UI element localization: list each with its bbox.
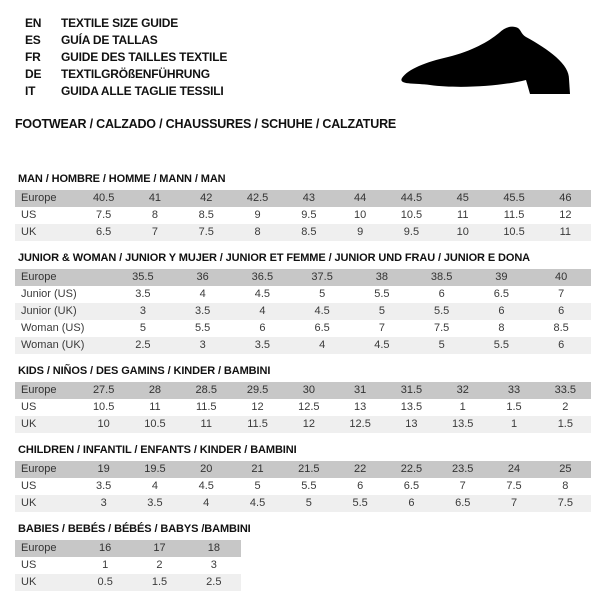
size-cell: 10 [97, 418, 110, 430]
size-cell: 29.5 [246, 384, 269, 396]
size-cell: 12 [251, 401, 264, 413]
size-cell: 21.5 [298, 463, 320, 475]
size-cell: 3.5 [194, 305, 211, 317]
row-label: Europe [21, 271, 57, 283]
size-row [15, 320, 591, 337]
size-row [15, 461, 591, 478]
size-cell: 33 [507, 384, 521, 396]
size-cell: 2 [562, 401, 569, 413]
size-cell: 9 [357, 226, 364, 238]
size-cell: 6.5 [96, 226, 112, 238]
section-title: BABIES / BEBÉS / BÉBÉS / BABYS /BAMBINI [18, 523, 251, 535]
size-cell: 6.5 [314, 322, 330, 334]
size-cell: 3.5 [96, 480, 112, 492]
row-label: US [21, 480, 37, 492]
row-label: UK [21, 497, 37, 509]
size-cell: 8 [254, 226, 261, 238]
size-cell: 16 [99, 542, 112, 554]
size-cell: 44.5 [400, 192, 423, 204]
size-cell: 38 [375, 271, 388, 283]
size-cell: 7.5 [506, 480, 522, 492]
row-label: Europe [21, 192, 57, 204]
size-cell: 22 [354, 463, 367, 475]
size-cell: 6 [498, 305, 505, 317]
size-cell: 5 [378, 305, 385, 317]
size-cell: 1 [510, 418, 518, 430]
size-cell: 5 [139, 322, 146, 334]
size-cell: 11 [149, 401, 161, 413]
size-section [15, 173, 590, 241]
size-cell: 12.5 [298, 401, 320, 413]
size-cell: 8 [562, 480, 569, 492]
size-cell: 40.5 [92, 192, 115, 204]
size-cell: 11.5 [503, 209, 525, 221]
size-row [15, 286, 591, 303]
size-cell: 40 [555, 271, 568, 283]
row-label: Junior (US) [21, 288, 77, 300]
language-row [25, 82, 227, 99]
section-title: JUNIOR & WOMAN / JUNIOR Y MUJER / JUNIOR ET FEMME / JUNIOR UND FRAU / JUNIOR E DONA [18, 252, 531, 264]
size-cell: 5.5 [374, 288, 390, 300]
size-cell: 6 [558, 305, 565, 317]
row-label: UK [21, 576, 37, 588]
size-cell: 18 [207, 542, 220, 554]
size-section [15, 523, 590, 591]
size-cell: 3 [199, 339, 206, 351]
size-cell: 5.5 [301, 480, 317, 492]
size-row [15, 495, 591, 512]
language-row [25, 31, 227, 48]
language-code: FR [25, 49, 41, 64]
language-title: GUIDA ALLE TAGLIE TESSILI [61, 83, 224, 98]
size-cell: 4.5 [314, 305, 330, 317]
size-cell: 2.5 [135, 339, 151, 351]
size-cell: 7 [510, 497, 518, 509]
size-cell: 35.5 [132, 271, 154, 283]
size-cell: 6 [408, 497, 415, 509]
size-cell: 13.5 [452, 418, 474, 430]
language-title: GUIDE DES TAILLES TEXTILE [61, 49, 228, 64]
language-row [25, 14, 227, 31]
size-cell: 19.5 [144, 463, 166, 475]
row-label: Woman (US) [21, 322, 85, 334]
size-cell: 5 [254, 480, 261, 492]
size-cell: 4.5 [198, 480, 214, 492]
size-cell: 5.5 [493, 339, 510, 351]
page-header [15, 12, 590, 107]
language-title: GUÍA DE TALLAS [61, 32, 158, 47]
size-cell: 5.5 [194, 322, 211, 334]
language-title: TEXTILE SIZE GUIDE [61, 15, 179, 30]
size-cell: 2 [156, 559, 163, 571]
language-code: IT [25, 83, 36, 98]
size-row [15, 207, 591, 224]
size-cell: 19 [97, 463, 110, 475]
size-cell: 37.5 [311, 271, 333, 283]
size-cell: 3.5 [254, 339, 271, 351]
size-cell: 43 [302, 192, 315, 204]
size-cell: 25 [559, 463, 572, 475]
size-cell: 42 [200, 192, 213, 204]
size-row [15, 540, 241, 557]
size-cell: 42.5 [246, 192, 269, 204]
size-row [15, 478, 591, 495]
size-cell: 3 [139, 305, 146, 317]
size-cell: 4 [319, 339, 326, 351]
row-label: Europe [21, 384, 57, 396]
size-table [15, 540, 241, 591]
size-cell: 6 [357, 480, 364, 492]
row-label: Junior (UK) [21, 305, 77, 317]
size-cell: 45.5 [503, 192, 525, 204]
size-cell: 11 [200, 418, 212, 430]
size-cell: 6.5 [455, 497, 471, 509]
size-cell: 10 [456, 226, 469, 238]
row-label: Europe [21, 463, 57, 475]
size-cell: 21 [251, 463, 264, 475]
size-cell: 17 [153, 542, 166, 554]
size-cell: 5 [305, 497, 312, 509]
language-title: TEXTILGRÖßENFÜHRUNG [61, 66, 210, 81]
size-cell: 30 [302, 384, 315, 396]
size-cell: 4 [151, 480, 158, 492]
section-title: CHILDREN / INFANTIL / ENFANTS / KINDER / BAMBINI [18, 444, 297, 456]
size-cell: 31.5 [400, 384, 423, 396]
row-label: UK [21, 226, 37, 238]
size-cell: 11.5 [247, 418, 268, 430]
size-cell: 9.5 [403, 226, 420, 238]
size-cell: 27.5 [92, 384, 115, 396]
size-cell: 4 [259, 305, 266, 317]
row-label: UK [21, 418, 37, 430]
row-label: Woman (UK) [21, 339, 85, 351]
size-row [15, 382, 591, 399]
size-cell: 2.5 [206, 576, 222, 588]
size-cell: 22.5 [400, 463, 423, 475]
size-cell: 13 [354, 401, 367, 413]
row-label: US [21, 559, 37, 571]
size-cell: 7.5 [198, 226, 214, 238]
size-section [15, 444, 590, 512]
row-label: US [21, 401, 37, 413]
size-cell: 45 [456, 192, 469, 204]
size-cell: 5 [438, 339, 445, 351]
section-title: KIDS / NIÑOS / DES GAMINS / KINDER / BAMBINI [18, 365, 271, 377]
row-label: US [21, 209, 37, 221]
size-cell: 4 [199, 288, 206, 300]
size-cell: 9 [254, 209, 261, 221]
size-cell: 6.5 [403, 480, 420, 492]
size-cell: 20 [200, 463, 213, 475]
size-cell: 5 [319, 288, 326, 300]
size-tables [15, 173, 590, 591]
size-cell: 6 [259, 322, 266, 334]
size-row [15, 557, 241, 574]
size-cell: 1 [102, 559, 109, 571]
size-table [15, 461, 591, 512]
size-cell: 33.5 [554, 384, 577, 396]
size-cell: 36 [196, 271, 209, 283]
size-cell: 41 [148, 192, 162, 204]
size-cell: 39 [495, 271, 508, 283]
size-section [15, 252, 590, 354]
size-cell: 9.5 [301, 209, 317, 221]
size-cell: 28.5 [195, 384, 217, 396]
size-cell: 5.5 [352, 497, 368, 509]
size-table [15, 269, 591, 354]
language-code: EN [25, 15, 42, 30]
section-title: MAN / HOMBRE / HOMME / MANN / MAN [18, 173, 226, 185]
size-cell: 6.5 [493, 288, 510, 300]
size-cell: 3 [100, 497, 107, 509]
size-row [15, 574, 241, 591]
dress-shoe-icon [394, 22, 584, 107]
size-cell: 12.5 [349, 418, 371, 430]
size-cell: 38.5 [430, 271, 453, 283]
size-row [15, 190, 591, 207]
size-cell: 7.5 [557, 497, 573, 509]
size-cell: 4.5 [249, 497, 266, 509]
size-cell: 11 [457, 209, 469, 221]
size-cell: 7.5 [96, 209, 112, 221]
size-cell: 8 [151, 209, 158, 221]
size-cell: 3.5 [147, 497, 163, 509]
language-row [25, 48, 227, 65]
size-cell: 6 [438, 288, 445, 300]
size-row [15, 303, 591, 320]
size-cell: 32 [456, 384, 469, 396]
size-cell: 4 [203, 497, 210, 509]
size-cell: 8.5 [301, 226, 317, 238]
size-cell: 10.5 [144, 418, 166, 430]
size-cell: 1.5 [506, 401, 522, 413]
size-cell: 8.5 [553, 322, 569, 334]
size-cell: 23.5 [452, 463, 474, 475]
size-cell: 3.5 [135, 288, 151, 300]
size-cell: 8.5 [198, 209, 214, 221]
size-cell: 10.5 [92, 401, 115, 413]
size-cell: 5.5 [433, 305, 450, 317]
size-cell: 11.5 [195, 401, 217, 413]
size-row [15, 399, 591, 416]
size-cell: 10.5 [400, 209, 423, 221]
size-cell: 7 [378, 322, 385, 334]
size-cell: 10 [354, 209, 367, 221]
size-cell: 1.5 [151, 576, 168, 588]
size-cell: 44 [354, 192, 367, 204]
size-cell: 10.5 [503, 226, 525, 238]
size-row [15, 416, 591, 433]
language-row [25, 65, 227, 82]
size-cell: 7 [459, 480, 466, 492]
size-cell: 13.5 [400, 401, 423, 413]
size-row [15, 337, 591, 354]
size-cell: 36.5 [251, 271, 274, 283]
row-label: Europe [21, 542, 57, 554]
size-cell: 1 [459, 401, 466, 413]
size-cell: 7.5 [433, 322, 450, 334]
size-cell: 0.5 [97, 576, 113, 588]
category-title: FOOTWEAR / CALZADO / CHAUSSURES / SCHUHE / CALZATURE [15, 117, 397, 131]
size-cell: 11 [559, 226, 572, 238]
size-cell: 1.5 [557, 418, 573, 430]
size-cell: 46 [559, 192, 572, 204]
size-cell: 4.5 [254, 288, 271, 300]
language-list [15, 12, 227, 99]
size-cell: 13 [405, 418, 418, 430]
size-cell: 7 [558, 288, 565, 300]
size-cell: 28 [148, 384, 162, 396]
language-code: DE [25, 66, 42, 81]
size-cell: 12 [559, 209, 572, 221]
size-cell: 6 [558, 339, 565, 351]
size-row [15, 269, 591, 286]
size-cell: 3 [210, 559, 217, 571]
size-table [15, 190, 591, 241]
size-cell: 7 [151, 226, 158, 238]
size-cell: 4.5 [374, 339, 390, 351]
size-table [15, 382, 591, 433]
size-cell: 24 [507, 463, 521, 475]
language-code: ES [25, 32, 41, 47]
size-cell: 12 [302, 418, 315, 430]
size-section [15, 365, 590, 433]
size-row [15, 224, 591, 241]
size-cell: 31 [354, 384, 367, 396]
size-cell: 8 [498, 322, 505, 334]
